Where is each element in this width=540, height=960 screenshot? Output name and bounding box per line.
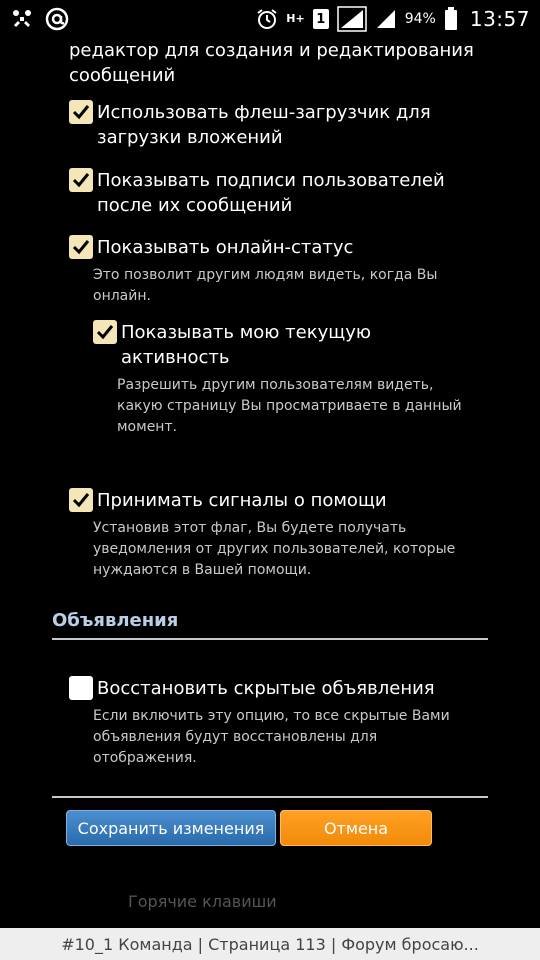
browser-title-bar: #10_1 Команда | Страница 113 | Форум бросаю... bbox=[0, 928, 540, 960]
network-type-label: H+ bbox=[286, 12, 305, 25]
option-online-status[interactable] bbox=[69, 235, 489, 307]
option-label: Использовать флеш-загрузчик для загрузки вложений bbox=[97, 102, 431, 148]
checkbox-checked[interactable] bbox=[69, 168, 93, 192]
section-title-announcements: Объявления bbox=[52, 610, 179, 631]
option-current-activity[interactable] bbox=[93, 320, 489, 438]
option-signatures[interactable] bbox=[69, 168, 489, 218]
checkbox-checked[interactable] bbox=[69, 100, 93, 124]
checkbox-checked[interactable] bbox=[69, 235, 93, 259]
option-help-signals[interactable] bbox=[69, 488, 489, 581]
option-flash-uploader[interactable] bbox=[69, 100, 489, 150]
section-divider bbox=[52, 638, 488, 640]
checkmark-icon bbox=[70, 101, 92, 123]
checkmark-icon bbox=[70, 236, 92, 258]
settings-dialog bbox=[0, 38, 540, 904]
notifications-icon bbox=[10, 7, 34, 31]
clock: 13:57 bbox=[469, 7, 530, 31]
checkmark-icon bbox=[94, 321, 116, 343]
sim-indicator: 1 bbox=[313, 9, 329, 29]
option-description: Разрешить другим пользователям видеть, какую страницу Вы просматриваете в данный момент. bbox=[117, 377, 462, 435]
option-description: Это позволит другим людям видеть, когда Вы онлайн. bbox=[93, 267, 438, 304]
option-description: Если включить эту опцию, то все скрытые Вами объявления будут восстановлены для отображения. bbox=[93, 708, 450, 766]
battery-percent: 94% bbox=[404, 11, 436, 27]
option-label: Восстановить скрытые объявления bbox=[97, 678, 435, 699]
signal-icon bbox=[337, 6, 367, 32]
option-restore-announcements[interactable] bbox=[69, 676, 489, 769]
option-label: Показывать подписи пользователей после их сообщений bbox=[97, 170, 445, 216]
option-description: Установив этот флаг, Вы будете получать уведомления от других пользователей, которые нуждаются в Вашей помощи. bbox=[93, 520, 456, 578]
background-link-peek: Горячие клавиши bbox=[128, 892, 277, 911]
checkbox-checked[interactable] bbox=[69, 488, 93, 512]
status-bar bbox=[0, 0, 540, 38]
save-changes-button[interactable]: Сохранить изменения bbox=[66, 810, 276, 846]
checkmark-icon bbox=[70, 169, 92, 191]
checkbox-checked[interactable] bbox=[93, 320, 117, 344]
battery-icon bbox=[444, 7, 458, 31]
email-at-icon bbox=[44, 6, 70, 32]
option-label: Принимать сигналы о помощи bbox=[97, 490, 387, 511]
top-text: редактор для создания и редактирования сообщений bbox=[69, 40, 474, 86]
checkbox-unchecked[interactable] bbox=[69, 676, 93, 700]
alarm-icon bbox=[256, 8, 278, 30]
cancel-button[interactable]: Отмена bbox=[280, 810, 432, 846]
signal-2-icon bbox=[375, 8, 397, 30]
checkmark-icon bbox=[70, 489, 92, 511]
option-label: Показывать мою текущую активность bbox=[121, 322, 371, 368]
footer-divider bbox=[52, 796, 488, 798]
option-label: Показывать онлайн-статус bbox=[97, 237, 354, 258]
